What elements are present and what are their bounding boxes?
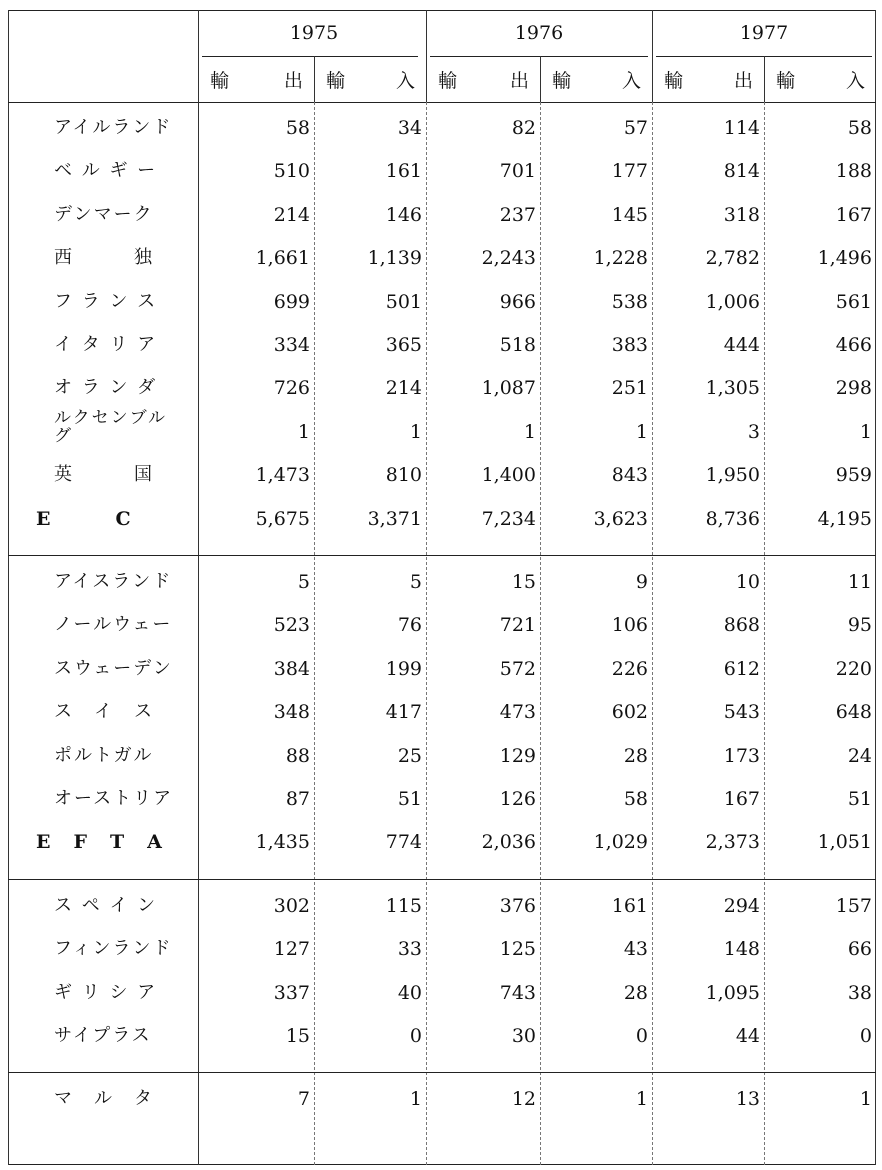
sub-header-right-char: 出 bbox=[734, 70, 756, 92]
value-cell: 318 bbox=[723, 203, 760, 226]
value-cell: 466 bbox=[835, 334, 872, 356]
value-cell: 161 bbox=[611, 894, 648, 917]
value-cell: 2,243 bbox=[481, 247, 536, 270]
value-cell: 648 bbox=[835, 701, 872, 724]
value-cell: 5 bbox=[409, 571, 422, 593]
value-cell: 699 bbox=[273, 290, 310, 313]
value-cell: 1 bbox=[635, 420, 648, 443]
sub-header-right-char: 入 bbox=[622, 70, 644, 92]
trade-table bbox=[8, 10, 876, 1165]
value-cell: 9 bbox=[635, 571, 648, 593]
value-cell: 126 bbox=[499, 788, 536, 810]
value-cell: 82 bbox=[511, 117, 536, 139]
value-cell: 0 bbox=[859, 1025, 872, 1047]
value-cell: 1 bbox=[635, 1088, 648, 1111]
value-cell: 518 bbox=[499, 334, 536, 356]
value-cell: 348 bbox=[273, 701, 310, 724]
value-cell: 1 bbox=[409, 420, 422, 443]
value-cell: 612 bbox=[723, 657, 760, 680]
value-cell: 214 bbox=[385, 377, 422, 400]
value-cell: 376 bbox=[499, 894, 536, 917]
value-cell: 11 bbox=[847, 571, 872, 593]
sub-header-right-char: 出 bbox=[284, 70, 306, 92]
value-cell: 0 bbox=[635, 1025, 648, 1047]
header-bottom-rule bbox=[8, 102, 876, 103]
value-cell: 1,496 bbox=[817, 247, 872, 270]
country-label: ス イ ス bbox=[54, 701, 154, 723]
country-label: デンマーク bbox=[54, 203, 154, 225]
value-cell: 51 bbox=[847, 788, 872, 810]
value-cell: 43 bbox=[623, 938, 648, 961]
value-cell: 58 bbox=[285, 117, 310, 139]
value-cell: 44 bbox=[735, 1025, 760, 1047]
value-cell: 1,139 bbox=[367, 247, 422, 270]
value-cell: 473 bbox=[499, 701, 536, 724]
value-cell: 334 bbox=[273, 334, 310, 356]
sub-header-left-char: 輸 bbox=[664, 70, 686, 92]
value-cell: 161 bbox=[385, 160, 422, 183]
sub-header-left-char: 輸 bbox=[326, 70, 348, 92]
value-cell: 3,623 bbox=[593, 507, 648, 530]
sub-header-left-char: 輸 bbox=[438, 70, 460, 92]
left-border bbox=[8, 10, 9, 1165]
sub-divider bbox=[764, 56, 765, 102]
value-cell: 188 bbox=[835, 160, 872, 183]
value-cell: 726 bbox=[273, 377, 310, 400]
year-header-1975: 1975 bbox=[289, 22, 339, 44]
value-cell: 701 bbox=[499, 160, 536, 183]
value-cell: 417 bbox=[385, 701, 422, 724]
value-cell: 226 bbox=[611, 657, 648, 680]
value-cell: 87 bbox=[285, 788, 310, 810]
value-cell: 538 bbox=[611, 290, 648, 313]
value-cell: 199 bbox=[385, 657, 422, 680]
value-cell: 1,095 bbox=[705, 981, 760, 1004]
value-cell: 51 bbox=[397, 788, 422, 810]
top-border bbox=[8, 10, 876, 11]
value-cell: 129 bbox=[499, 744, 536, 767]
country-label: マ ル タ bbox=[54, 1088, 154, 1110]
country-label: ルクセンブルグ bbox=[54, 407, 167, 446]
value-cell: 10 bbox=[735, 571, 760, 593]
value-cell: 383 bbox=[611, 334, 648, 356]
value-cell: 7,234 bbox=[481, 507, 536, 530]
value-cell: 95 bbox=[847, 614, 872, 637]
value-cell: 384 bbox=[273, 657, 310, 680]
value-cell: 66 bbox=[847, 938, 872, 961]
value-cell: 220 bbox=[835, 657, 872, 680]
value-cell: 2,036 bbox=[481, 831, 536, 854]
value-cell: 1,051 bbox=[817, 831, 872, 854]
value-cell: 15 bbox=[285, 1025, 310, 1047]
sub-header-left-char: 輸 bbox=[552, 70, 574, 92]
value-cell: 34 bbox=[397, 117, 422, 139]
value-cell: 58 bbox=[623, 788, 648, 810]
bottom-border bbox=[8, 1164, 876, 1165]
value-cell: 2,373 bbox=[705, 831, 760, 854]
value-cell: 177 bbox=[611, 160, 648, 183]
value-cell: 843 bbox=[611, 464, 648, 487]
year-header-1976: 1976 bbox=[514, 22, 564, 44]
value-cell: 28 bbox=[623, 744, 648, 767]
sub-header-right-char: 入 bbox=[396, 70, 418, 92]
value-cell: 337 bbox=[273, 981, 310, 1004]
value-cell: 523 bbox=[273, 614, 310, 637]
country-label: フ ラ ン ス bbox=[54, 290, 158, 312]
value-cell: 1,950 bbox=[705, 464, 760, 487]
value-cell: 251 bbox=[611, 377, 648, 400]
value-cell: 173 bbox=[723, 744, 760, 767]
value-cell: 146 bbox=[385, 203, 422, 226]
country-label: ポルトガル bbox=[54, 744, 154, 766]
value-cell: 302 bbox=[273, 894, 310, 917]
value-cell: 125 bbox=[499, 938, 536, 961]
value-cell: 33 bbox=[397, 938, 422, 961]
sub-divider bbox=[314, 56, 315, 102]
country-label: アイスランド bbox=[54, 571, 173, 592]
country-label: フィンランド bbox=[54, 938, 173, 960]
value-cell: 157 bbox=[835, 894, 872, 917]
value-cell: 5,675 bbox=[255, 507, 310, 530]
country-label: スウェーデン bbox=[54, 657, 173, 679]
year-underline bbox=[430, 56, 648, 57]
value-cell: 959 bbox=[835, 464, 872, 487]
value-cell: 1 bbox=[297, 420, 310, 443]
year-underline bbox=[202, 56, 418, 57]
value-cell: 127 bbox=[273, 938, 310, 961]
value-cell: 721 bbox=[499, 614, 536, 637]
aggregate-label: E F T A bbox=[36, 831, 164, 854]
value-cell: 1,006 bbox=[705, 290, 760, 313]
year-header-1977: 1977 bbox=[739, 22, 789, 44]
country-label: ノールウェー bbox=[54, 614, 173, 636]
aggregate-label: E C bbox=[36, 507, 133, 530]
value-cell: 966 bbox=[499, 290, 536, 313]
value-cell: 167 bbox=[835, 203, 872, 226]
value-cell: 38 bbox=[847, 981, 872, 1004]
value-cell: 1,305 bbox=[705, 377, 760, 400]
value-cell: 543 bbox=[723, 701, 760, 724]
country-label: オーストリア bbox=[54, 788, 174, 809]
value-cell: 4,195 bbox=[817, 507, 872, 530]
value-cell: 2,782 bbox=[705, 247, 760, 270]
value-cell: 25 bbox=[397, 744, 422, 767]
value-cell: 868 bbox=[723, 614, 760, 637]
sub-header-left-char: 輸 bbox=[210, 70, 232, 92]
country-label: ベ ル ギ ー bbox=[54, 160, 158, 182]
value-cell: 3,371 bbox=[367, 507, 422, 530]
value-cell: 214 bbox=[273, 203, 310, 226]
value-cell: 115 bbox=[385, 894, 422, 917]
sub-header-right-char: 出 bbox=[510, 70, 532, 92]
value-cell: 58 bbox=[847, 117, 872, 139]
value-cell: 0 bbox=[409, 1025, 422, 1047]
group-separator bbox=[8, 1072, 876, 1073]
value-cell: 7 bbox=[297, 1088, 310, 1111]
value-cell: 1,087 bbox=[481, 377, 536, 400]
value-cell: 148 bbox=[723, 938, 760, 961]
value-cell: 365 bbox=[385, 334, 422, 356]
value-cell: 8,736 bbox=[705, 507, 760, 530]
value-cell: 501 bbox=[385, 290, 422, 313]
value-cell: 1,435 bbox=[255, 831, 310, 854]
value-cell: 814 bbox=[723, 160, 760, 183]
value-cell: 810 bbox=[385, 464, 422, 487]
group-separator bbox=[8, 879, 876, 880]
sub-header-right-char: 入 bbox=[846, 70, 868, 92]
country-label: 英 国 bbox=[54, 464, 154, 486]
value-cell: 28 bbox=[623, 981, 648, 1004]
value-cell: 1 bbox=[859, 1088, 872, 1111]
value-cell: 24 bbox=[847, 744, 872, 767]
value-cell: 298 bbox=[835, 377, 872, 400]
value-cell: 106 bbox=[611, 614, 648, 637]
right-border bbox=[875, 10, 876, 1165]
group-separator bbox=[8, 555, 876, 556]
value-cell: 1,661 bbox=[255, 247, 310, 270]
value-cell: 1 bbox=[409, 1088, 422, 1111]
country-label: オ ラ ン ダ bbox=[54, 377, 158, 399]
value-cell: 237 bbox=[499, 203, 536, 226]
value-cell: 13 bbox=[735, 1088, 760, 1111]
value-cell: 167 bbox=[723, 788, 760, 810]
value-cell: 40 bbox=[397, 981, 422, 1004]
value-cell: 5 bbox=[297, 571, 310, 593]
value-cell: 30 bbox=[511, 1025, 536, 1047]
value-cell: 602 bbox=[611, 701, 648, 724]
sub-divider bbox=[540, 56, 541, 102]
value-cell: 1,400 bbox=[481, 464, 536, 487]
value-cell: 510 bbox=[273, 160, 310, 183]
value-cell: 1,228 bbox=[593, 247, 648, 270]
value-cell: 1 bbox=[523, 420, 536, 443]
value-cell: 3 bbox=[747, 420, 760, 443]
country-label: ス ペ イ ン bbox=[54, 894, 158, 916]
country-label: アイルランド bbox=[54, 117, 173, 138]
value-cell: 774 bbox=[385, 831, 422, 854]
value-cell: 1,473 bbox=[255, 464, 310, 487]
value-cell: 294 bbox=[723, 894, 760, 917]
value-cell: 572 bbox=[499, 657, 536, 680]
value-cell: 444 bbox=[723, 334, 760, 356]
value-cell: 76 bbox=[397, 614, 422, 637]
value-cell: 1,029 bbox=[593, 831, 648, 854]
country-label: イ タ リ ア bbox=[54, 334, 158, 355]
country-label: ギ リ シ ア bbox=[54, 981, 158, 1003]
value-cell: 1 bbox=[859, 420, 872, 443]
country-label: 西 独 bbox=[54, 247, 154, 269]
sub-header-left-char: 輸 bbox=[776, 70, 798, 92]
value-cell: 88 bbox=[285, 744, 310, 767]
value-cell: 114 bbox=[723, 117, 760, 139]
value-cell: 743 bbox=[499, 981, 536, 1004]
value-cell: 561 bbox=[835, 290, 872, 313]
value-cell: 12 bbox=[511, 1088, 536, 1111]
country-label: サイプラス bbox=[54, 1025, 152, 1046]
value-cell: 145 bbox=[611, 203, 648, 226]
value-cell: 15 bbox=[511, 571, 536, 593]
value-cell: 57 bbox=[623, 117, 648, 139]
